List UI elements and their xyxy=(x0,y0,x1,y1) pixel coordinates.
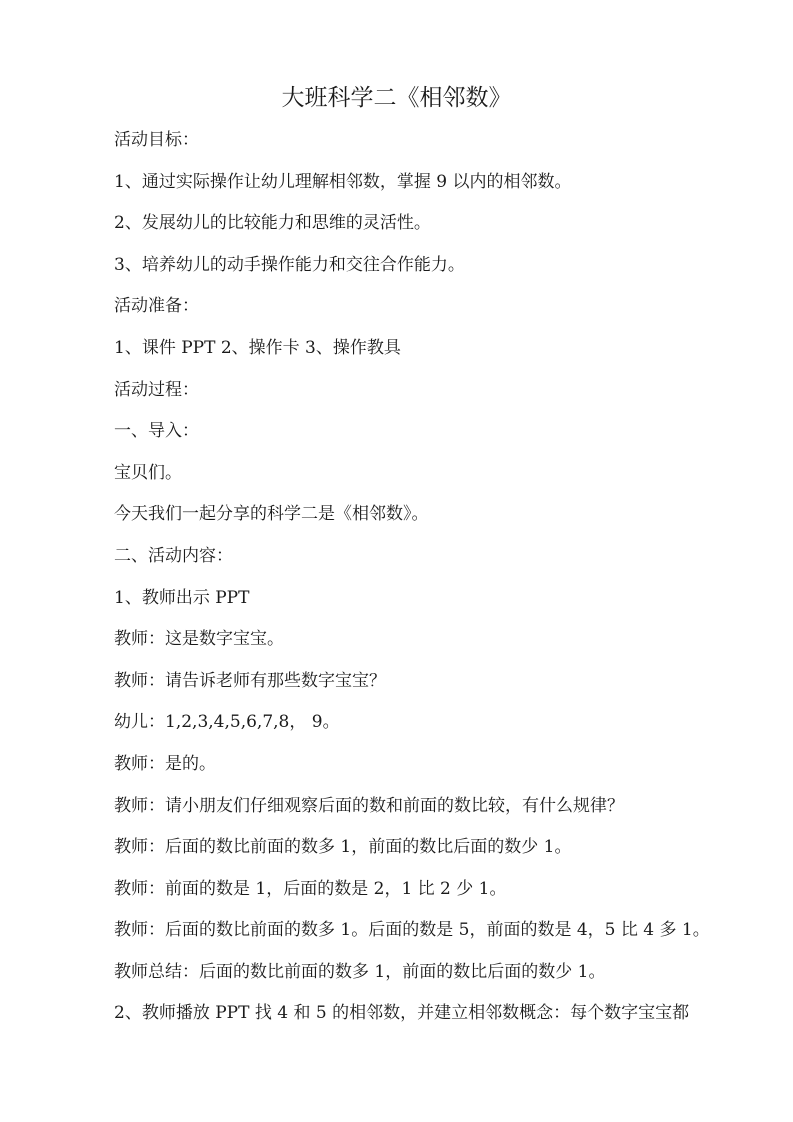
dialogue-line: 教师：后面的数比前面的数多 1。后面的数是 5，前面的数是 4，5 比 4 多 1。 xyxy=(114,920,710,941)
subsection-heading-content: 二、活动内容： xyxy=(114,545,233,566)
dialogue-line: 教师：请小朋友们仔细观察后面的数和前面的数比较，有什么规律？ xyxy=(114,795,624,816)
paragraph: 1、通过实际操作让幼儿理解相邻数，掌握 9 以内的相邻数。 xyxy=(114,171,572,192)
dialogue-line: 教师：这是数字宝宝。 xyxy=(114,629,284,650)
dialogue-line: 教师：前面的数是 1，后面的数是 2，1 比 2 少 1。 xyxy=(114,878,507,899)
section-heading-preparation: 活动准备： xyxy=(114,296,199,317)
paragraph: 2、发展幼儿的比较能力和思维的灵活性。 xyxy=(114,213,431,234)
paragraph: 宝贝们。 xyxy=(114,462,182,483)
dialogue-line: 教师：请告诉老师有那些数字宝宝？ xyxy=(114,670,386,691)
subsection-heading-intro: 一、导入： xyxy=(114,421,199,442)
dialogue-line: 幼儿：1,2,3,4,5,6,7,8， 9。 xyxy=(114,712,340,733)
paragraph: 今天我们一起分享的科学二是《相邻数》。 xyxy=(114,504,429,525)
paragraph: 3、培养幼儿的动手操作能力和交往合作能力。 xyxy=(114,254,465,275)
dialogue-line: 教师：后面的数比前面的数多 1，前面的数比后面的数少 1。 xyxy=(114,837,572,858)
section-heading-goals: 活动目标： xyxy=(114,130,199,150)
paragraph: 1、课件 PPT 2、操作卡 3、操作教具 xyxy=(114,337,401,358)
paragraph: 1、教师出示 PPT xyxy=(114,587,250,608)
section-heading-process: 活动过程： xyxy=(114,379,199,400)
document-body xyxy=(114,120,734,1035)
dialogue-line: 教师总结：后面的数比前面的数多 1，前面的数比后面的数少 1。 xyxy=(114,961,606,982)
document-title: 大班科学二《相邻数》 xyxy=(281,85,512,111)
paragraph: 2、教师播放 PPT 找 4 和 5 的相邻数，并建立相邻数概念：每个数字宝宝都 xyxy=(114,1003,690,1024)
dialogue-line: 教师：是的。 xyxy=(114,753,216,774)
